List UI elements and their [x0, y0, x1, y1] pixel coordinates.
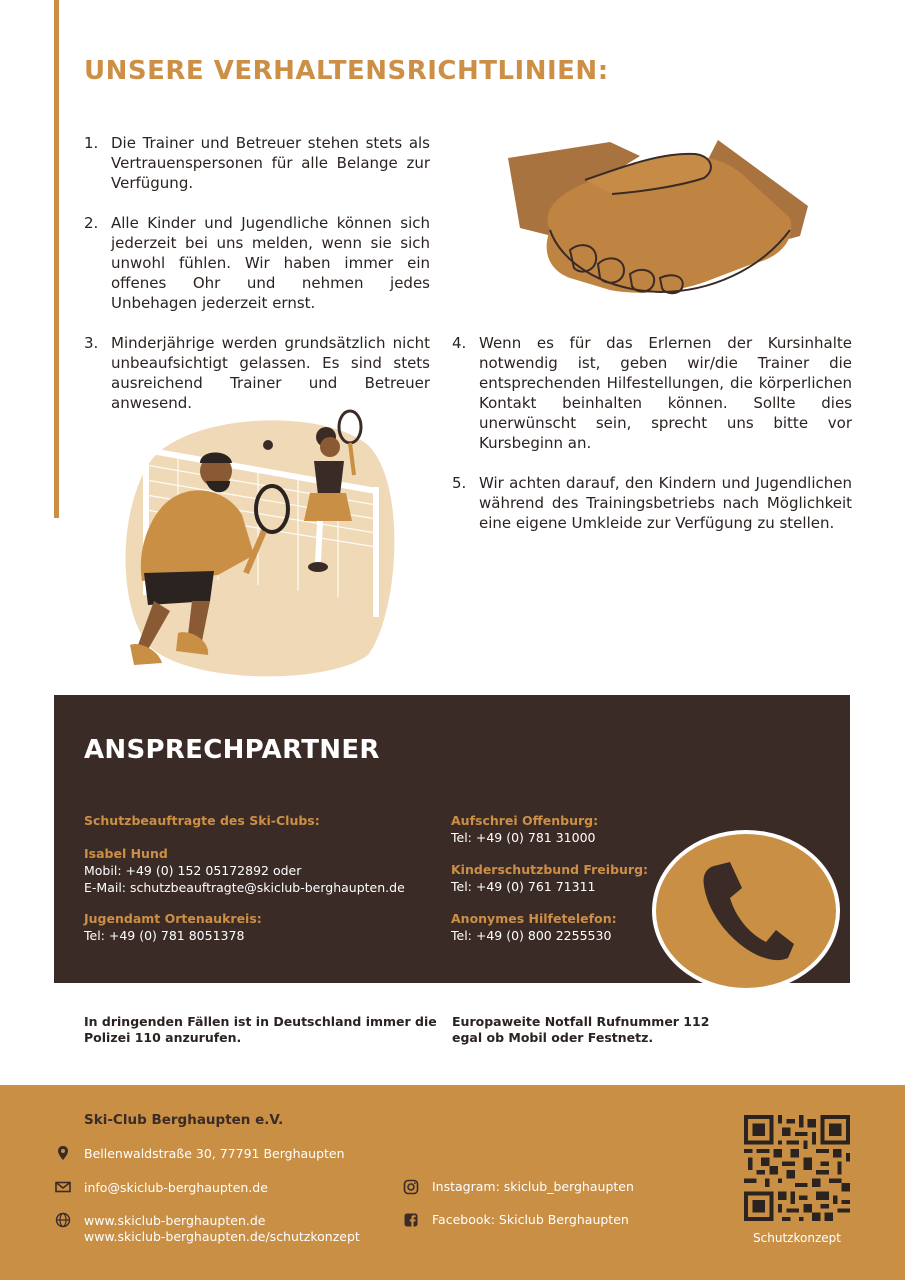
- kinderschutz-contact: [451, 861, 648, 895]
- phone-icon: [700, 858, 796, 966]
- mail-icon: [55, 1179, 71, 1195]
- footer-instagram[interactable]: Instagram: skiclub_berghaupten: [432, 1179, 634, 1194]
- guideline-text: Alle Kinder und Jugendliche können sich jederzeit bei uns melden, wenn sie sich unwohl fühlen. Wir haben immer ein offenes Ohr und nehmen jedes Unbehagen jederzeit ernst.: [111, 214, 430, 312]
- guideline-item: [84, 213, 430, 313]
- footer-websites: [84, 1213, 360, 1245]
- page-title: UNSERE VERHALTENSRICHTLINIEN:: [84, 56, 609, 86]
- footer-facebook[interactable]: Facebook: Skiclub Berghaupten: [432, 1212, 629, 1227]
- schutz-label: Schutzbeauftragte des Ski-Clubs:: [84, 813, 320, 828]
- guideline-item: [84, 333, 430, 413]
- jugendamt-contact: [84, 910, 262, 944]
- footer-email[interactable]: info@skiclub-berghaupten.de: [84, 1180, 268, 1195]
- guidelines-list-right: [452, 333, 852, 553]
- kinderschutz-label: Kinderschutzbund Freiburg:: [451, 862, 649, 877]
- aufschrei-label: Aufschrei Offenburg:: [451, 813, 599, 828]
- hilfe-label: Anonymes Hilfetelefon:: [451, 911, 617, 926]
- guideline-item: [452, 473, 852, 533]
- tennis-illustration: [118, 405, 398, 680]
- location-pin-icon: [55, 1145, 71, 1161]
- guideline-text: Wir achten darauf, den Kindern und Jugendlichen während des Trainingsbetriebs nach Möglichkeit eine eigene Umkleide zur Verfügung zu stellen.: [479, 474, 852, 532]
- person-email[interactable]: E-Mail: schutzbeauftragte@skiclub-berghaupten.de: [84, 880, 405, 895]
- contact-title: ANSPRECHPARTNER: [84, 735, 380, 765]
- footer-address: Bellenwaldstraße 30, 77791 Berghaupten: [84, 1146, 345, 1161]
- urgent-emergency-note: Europaweite Notfall Rufnummer 112 egal ob Mobil oder Festnetz.: [452, 1014, 710, 1045]
- urgent-police-note: In dringenden Fällen ist in Deutschland immer die Polizei 110 anzurufen.: [84, 1014, 437, 1045]
- website-schutz-link[interactable]: www.skiclub-berghaupten.de/schutzkonzept: [84, 1229, 360, 1244]
- guideline-text: Wenn es für das Erlernen der Kursinhalte notwendig ist, geben wir/die Trainer die entsprechenden Hilfestellungen, die körperlichen Kontakt beinhalten können. Sollte dies unerwünscht sein, sprecht uns bitte vor Kursbeginn an.: [479, 334, 852, 452]
- guideline-number: 4.: [452, 334, 467, 352]
- hilfe-tel: Tel: +49 (0) 800 2255530: [451, 928, 612, 943]
- guideline-number: 1.: [84, 134, 99, 152]
- phone-badge: [652, 830, 840, 992]
- globe-icon: [55, 1212, 71, 1228]
- guideline-text: Minderjährige werden grundsätzlich nicht unbeaufsichtigt gelassen. Es sind stets ausreichend Trainer und Betreuer anwesend.: [111, 334, 430, 412]
- person-name: Isabel Hund: [84, 846, 168, 861]
- guideline-item: [84, 133, 430, 193]
- guideline-number: 3.: [84, 334, 99, 352]
- facebook-icon: [403, 1212, 419, 1228]
- guideline-text: Die Trainer und Betreuer stehen stets als Vertrauenspersonen für alle Belange zur Verfügung.: [111, 134, 430, 192]
- qr-label: Schutzkonzept: [753, 1231, 841, 1245]
- guideline-number: 2.: [84, 214, 99, 232]
- guideline-item: [452, 333, 852, 453]
- person-mobile: Mobil: +49 (0) 152 05172892 oder: [84, 863, 302, 878]
- handshake-illustration: [490, 130, 812, 298]
- aufschrei-contact: [451, 812, 598, 846]
- qr-code[interactable]: [744, 1115, 850, 1221]
- club-name: Ski-Club Berghaupten e.V.: [84, 1112, 284, 1128]
- accent-side-rule: [54, 0, 59, 518]
- instagram-icon: [403, 1179, 419, 1195]
- kinderschutz-tel: Tel: +49 (0) 761 71311: [451, 879, 596, 894]
- jugendamt-label: Jugendamt Ortenaukreis:: [84, 911, 262, 926]
- guidelines-list-left: [84, 133, 430, 433]
- aufschrei-tel: Tel: +49 (0) 781 31000: [451, 830, 596, 845]
- jugendamt-tel: Tel: +49 (0) 781 8051378: [84, 928, 245, 943]
- website-link[interactable]: www.skiclub-berghaupten.de: [84, 1213, 266, 1228]
- person-contact: [84, 845, 405, 896]
- footer: [0, 1085, 905, 1280]
- guideline-number: 5.: [452, 474, 467, 492]
- hilfe-contact: [451, 910, 617, 944]
